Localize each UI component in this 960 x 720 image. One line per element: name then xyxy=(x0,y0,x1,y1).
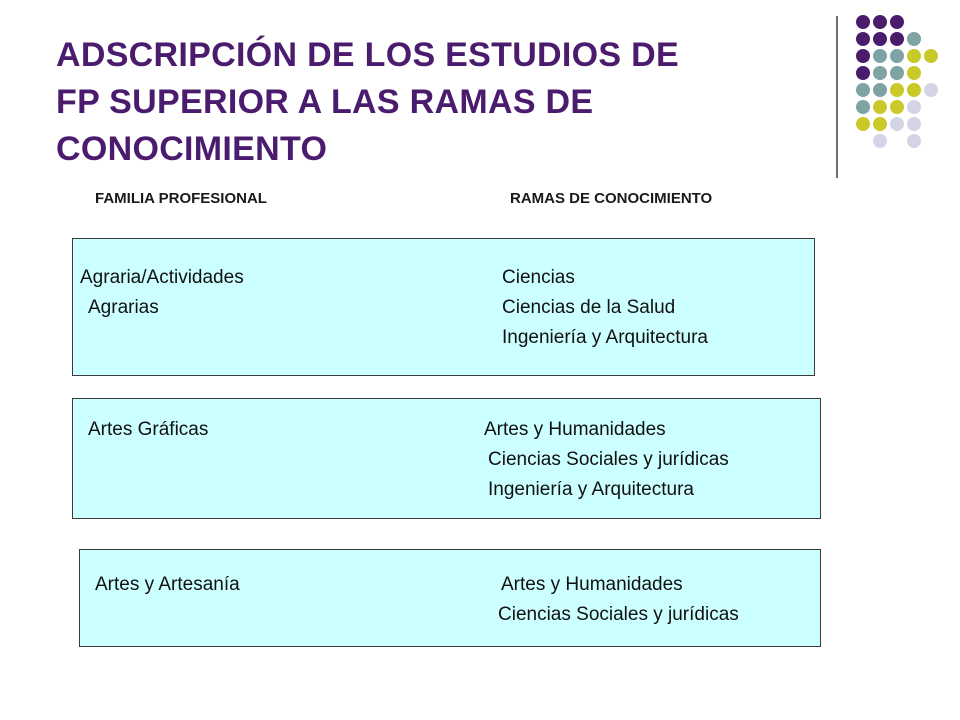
dot-teal xyxy=(873,49,887,63)
dot-purple xyxy=(890,32,904,46)
dot-purple xyxy=(856,32,870,46)
dot-lavender xyxy=(907,134,921,148)
dot-purple xyxy=(856,49,870,63)
familia-line: Agrarias xyxy=(88,297,159,318)
rama-line: Ingeniería y Arquitectura xyxy=(488,479,694,500)
vertical-divider xyxy=(836,16,838,178)
rama-line: Artes y Humanidades xyxy=(501,574,683,595)
rama-line: Ciencias xyxy=(502,267,575,288)
dot-teal xyxy=(873,66,887,80)
dot-teal xyxy=(873,83,887,97)
header-ramas-conocimiento: RAMAS DE CONOCIMIENTO xyxy=(510,190,713,207)
row-box-artes-graficas xyxy=(72,398,821,519)
dot-purple xyxy=(856,66,870,80)
dot-purple xyxy=(856,15,870,29)
title-line-1: ADSCRIPCIÓN DE LOS ESTUDIOS DE xyxy=(56,36,679,74)
dot-purple xyxy=(890,15,904,29)
dot-lavender xyxy=(907,117,921,131)
title-line-2: FP SUPERIOR A LAS RAMAS DE xyxy=(56,83,594,121)
dot-olive xyxy=(924,49,938,63)
page-title xyxy=(56,32,816,173)
familia-line: Artes Gráficas xyxy=(88,419,209,440)
row-box-artes-artesania xyxy=(79,549,821,647)
rama-line: Ingeniería y Arquitectura xyxy=(502,327,708,348)
dot-lavender xyxy=(924,83,938,97)
dot-teal xyxy=(856,83,870,97)
dot-teal xyxy=(890,66,904,80)
familia-line: Agraria/Actividades xyxy=(80,267,244,288)
dot-teal xyxy=(890,49,904,63)
title-line-3: CONOCIMIENTO xyxy=(56,130,328,168)
dot-olive xyxy=(890,100,904,114)
header-familia-profesional: FAMILIA PROFESIONAL xyxy=(95,190,267,207)
dot-teal xyxy=(856,100,870,114)
dot-lavender xyxy=(890,117,904,131)
dot-olive xyxy=(873,117,887,131)
dot-teal xyxy=(907,32,921,46)
dot-purple xyxy=(873,15,887,29)
rama-line: Ciencias de la Salud xyxy=(502,297,676,318)
rama-line: Artes y Humanidades xyxy=(484,419,666,440)
row-box-agraria xyxy=(72,238,815,376)
dot-lavender xyxy=(873,134,887,148)
rama-line: Ciencias Sociales y jurídicas xyxy=(488,449,729,470)
dot-olive xyxy=(890,83,904,97)
dot-olive xyxy=(907,83,921,97)
dot-olive xyxy=(907,66,921,80)
dot-olive xyxy=(873,100,887,114)
dot-olive xyxy=(856,117,870,131)
dot-lavender xyxy=(907,100,921,114)
dot-purple xyxy=(873,32,887,46)
familia-line: Artes y Artesanía xyxy=(95,574,240,595)
rama-line: Ciencias Sociales y jurídicas xyxy=(498,604,739,625)
dot-olive xyxy=(907,49,921,63)
